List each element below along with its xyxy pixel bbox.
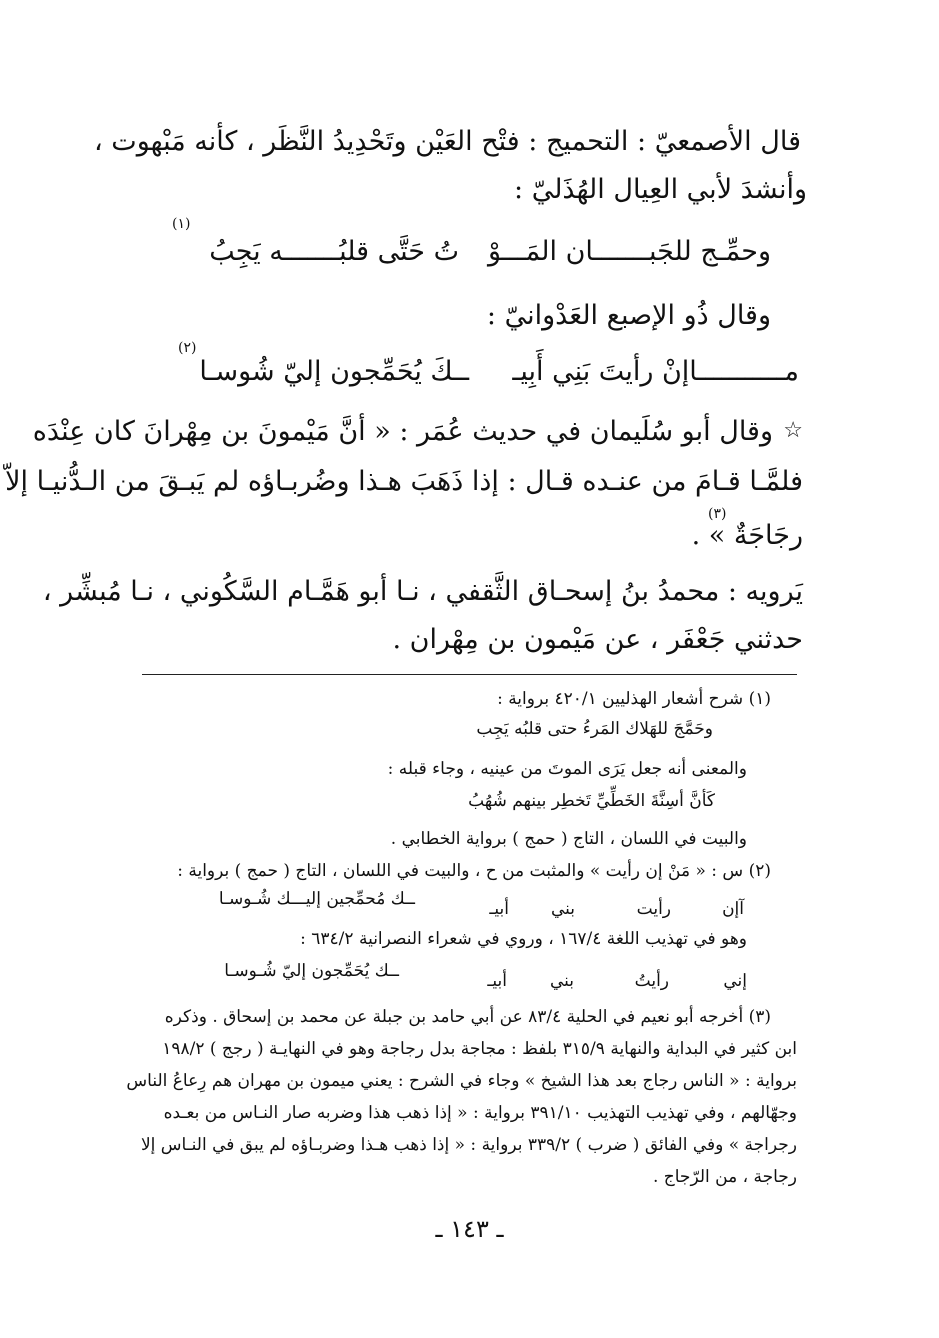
main-line-10: حدثني جَعْفَر ، عن مَيْمون بن مِهْران . bbox=[392, 624, 803, 655]
footnote-3-line-1: (٣) أخرجه أبو نعيم في الحلية ٨٣/٤ عن أبي حامد بن جبلة عن محمد بن إسحاق . وذكره bbox=[164, 1007, 771, 1027]
footnote-ref-3: (٣) bbox=[708, 506, 727, 522]
footnote-ref-1: (١) bbox=[172, 216, 191, 232]
verse-word: بني bbox=[549, 971, 574, 991]
footnote-3-line-4: وجهّالهم ، وفي تهذيب التهذيب ٣٩١/١٠ برواية : « إذا ذهب هذا وضربه صار النـاس من بعـده bbox=[163, 1103, 797, 1123]
verse-2-second-hemistich: ــكَ يُحَمِّجون إليّ شُوسـا bbox=[199, 356, 469, 387]
verse-word: بني bbox=[550, 899, 575, 919]
footnote-3-line-3: برواية : « الناس رجاج بعد هذا الشيخ » وجاء في الشرح : يعني ميمون بن مهران هم رِعاعُ الناس bbox=[126, 1071, 797, 1091]
verse-word: أبيـ bbox=[487, 971, 507, 991]
main-line-4: وقال ذُو الإصبع العَدْوانيّ : bbox=[486, 300, 771, 331]
verse-second-hemistich: ــك مُحمِّجين إليـــك شُـوسـا bbox=[218, 889, 415, 909]
footnote-2-line-3: وهو في تهذيب اللغة ١٦٧/٤ ، وروي في شعراء النصرانية ٦٣٤/٢ : bbox=[300, 929, 747, 949]
footnote-3-line-6: رجاجة ، من الرّجاج . bbox=[652, 1167, 797, 1187]
footnote-1-line-5: والبيت في اللسان ، التاج ( حمج ) برواية الخطابي . bbox=[390, 829, 747, 849]
verse-1-second-hemistich: تُ حَتَّى قلبُـــــــه يَجِبُ bbox=[209, 236, 459, 267]
main-line-7: فلمَّـا قـامَ من عنـده قـال : إذا ذَهَبَ هـذا وضُربـاؤه لم يَبـقَ من الـدُّنيـا إلاّ bbox=[5, 466, 803, 497]
footnote-3-line-2: ابن كثير في البداية والنهاية ٣١٥/٩ بلفظ : مجاجة بدل رجاجة وهو في النهايـة ( رجج ) ١٩٨/٢ bbox=[162, 1039, 797, 1059]
star-icon: ☆ bbox=[783, 418, 803, 443]
footnote-1-verse-1: وحَمَّجَ للهَلاك المَرءُ حتى قلبُه يَجِب bbox=[476, 719, 713, 739]
footnote-1-verse-2: كَأنَّ أسِنَّةَ الخَطِّيِّ تَخطِر بينهم شُهُبُ bbox=[468, 791, 715, 811]
footnote-ref-2: (٢) bbox=[178, 340, 197, 356]
verse-1-first-hemistich: وحمِّـج للجَبـــــــان المَـــوْ bbox=[487, 236, 771, 267]
main-line-6: وقال أبو سُلَيمان في حديث عُمَر : « أنَّ مَيْمونَ بن مِهْرانَ كان عِنْدَه bbox=[32, 416, 773, 447]
main-line-1: قال الأصمعيّ : التحميج : فتْح العَيْن وتَحْدِيدُ النَّظَر ، كأنه مَبْهوت ، bbox=[93, 126, 801, 157]
footnote-2-line-1: (٢) س : « مَنْ إن رأيت » والمثبت من ح ، والبيت في اللسان ، التاج ( حمج ) برواية : bbox=[177, 861, 771, 881]
verse-word: آإن bbox=[722, 899, 744, 919]
page-number: ـ ١٤٣ ـ bbox=[435, 1215, 504, 1243]
footnote-separator bbox=[142, 674, 797, 675]
verse-second-hemistich: ــك يُحَمِّجون إليّ شُـوسـا bbox=[224, 961, 399, 981]
main-line-8: رجَاجَةٌ » . bbox=[691, 520, 803, 551]
verse-word: إني bbox=[723, 971, 747, 991]
verse-word: أبيـ bbox=[489, 899, 509, 919]
verse-word: رأيت bbox=[636, 899, 671, 919]
main-line-2: وأنشدَ لأبي العِيال الهُذَليّ : bbox=[514, 174, 807, 205]
verse-2-first-hemistich: مـــــــــــاإنْ رأيتَ بَنِي أَبِيـ bbox=[512, 356, 799, 387]
footnote-3-line-5: رجراجة » وفي الفائق ( ضرب ) ٣٣٩/٢ برواية : « إذا ذهب هـذا وضربـاؤه لم يبق في النـاس إلا bbox=[140, 1135, 797, 1155]
footnote-1-line-3: والمعنى أنه جعل يَرَى الموتَ من عينيه ، وجاء قبله : bbox=[387, 759, 747, 779]
main-line-9: يَرويه : محمدُ بنُ إسحـاق الثَّقفي ، نـا أبو هَمَّـام السَّكُوني ، نـا مُبشِّر ، bbox=[42, 576, 803, 607]
footnote-1-line-1: (١) شرح أشعار الهذليين ٤٢٠/١ برواية : bbox=[497, 689, 771, 709]
verse-word: رأيتُ bbox=[634, 971, 669, 991]
